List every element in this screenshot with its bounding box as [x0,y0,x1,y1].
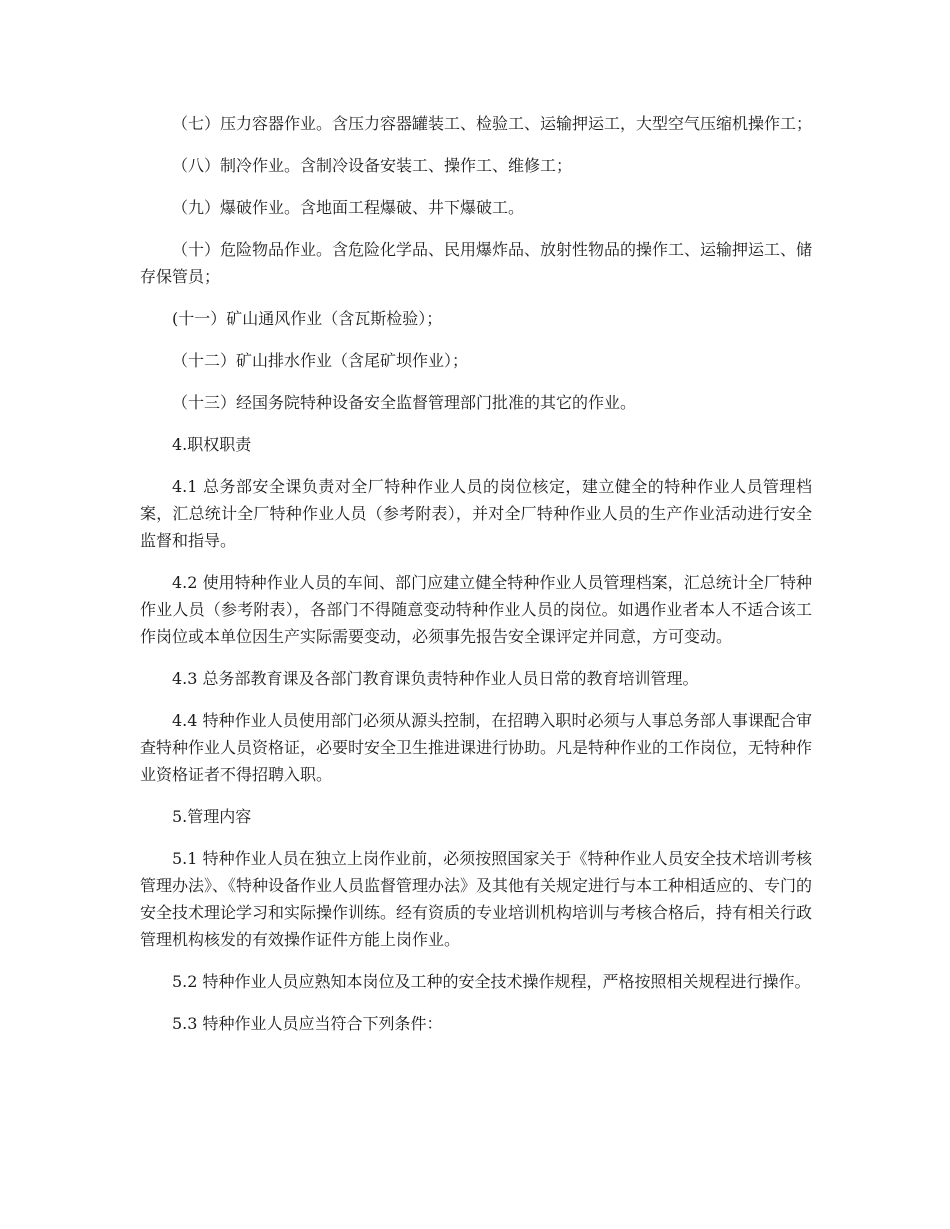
paragraph-4-1: 4.1 总务部安全课负责对全厂特种作业人员的岗位核定，建立健全的特种作业人员管理档案，汇总统计全厂特种作业人员（参考附表），并对全厂特种作业人员的生产作业活动进行安全监督和指导。 [140,477,812,550]
paragraph-other-approved: （十三）经国务院特种设备安全监督管理部门批准的其它的作业。 [172,393,637,412]
document-body [140,110,812,1052]
paragraph-hazardous-goods: （十）危险物品作业。含危险化学品、民用爆炸品、放射性物品的操作工、运输押运工、储存保管员； [140,240,813,286]
paragraph-refrigeration: （八）制冷作业。含制冷设备安装工、操作工、维修工； [172,156,573,175]
paragraph-4-4: 4.4 特种作业人员使用部门必须从源头控制，在招聘入职时必须与人事总务部人事课配合审查特种作业人员资格证，必要时安全卫生推进课进行协助。凡是特种作业的工作岗位，无特种作业资格证者不得招聘入职。 [140,711,813,784]
paragraph-pressure-vessel: （七）压力容器作业。含压力容器罐装工、检验工、运输押运工，大型空气压缩机操作工； [172,114,813,133]
paragraph-5-1: 5.1 特种作业人员在独立上岗作业前，必须按照国家关于《特种作业人员安全技术培训考核管理办法》、《特种设备作业人员监督管理办法》及其他有关规定进行与本工种相适应的、专门的安全技术理论学习和实际操作训练。经有资质的专业培训机构培训与考核合格后，持有相关行政管理机构核发的有效操作证件方能上岗作业。 [140,849,813,949]
section-heading-duties: 4.职权职责 [172,435,252,454]
paragraph-4-2: 4.2 使用特种作业人员的车间、部门应建立健全特种作业人员管理档案，汇总统计全厂特种作业人员（参考附表），各部门不得随意变动特种作业人员的岗位。如遇作业者本人不适合该工作岗位或本单位因生产实际需要变动，必须事先报告安全课评定并同意，方可变动。 [140,573,812,646]
paragraph-mine-ventilation: (十一）矿山通风作业（含瓦斯检验）； [172,309,443,328]
paragraph-blasting: （九）爆破作业。含地面工程爆破、井下爆破工。 [172,198,525,217]
paragraph-5-3: 5.3 特种作业人员应当符合下列条件： [172,1014,443,1033]
paragraph-5-2: 5.2 特种作业人员应熟知本岗位及工种的安全技术操作规程，严格按照相关规程进行操作。 [172,972,811,991]
paragraph-4-3: 4.3 总务部教育课及各部门教育课负责特种作业人员日常的教育培训管理。 [172,669,699,688]
section-heading-management: 5.管理内容 [172,807,252,826]
paragraph-mine-drainage: （十二）矿山排水作业（含尾矿坝作业）； [172,351,469,370]
